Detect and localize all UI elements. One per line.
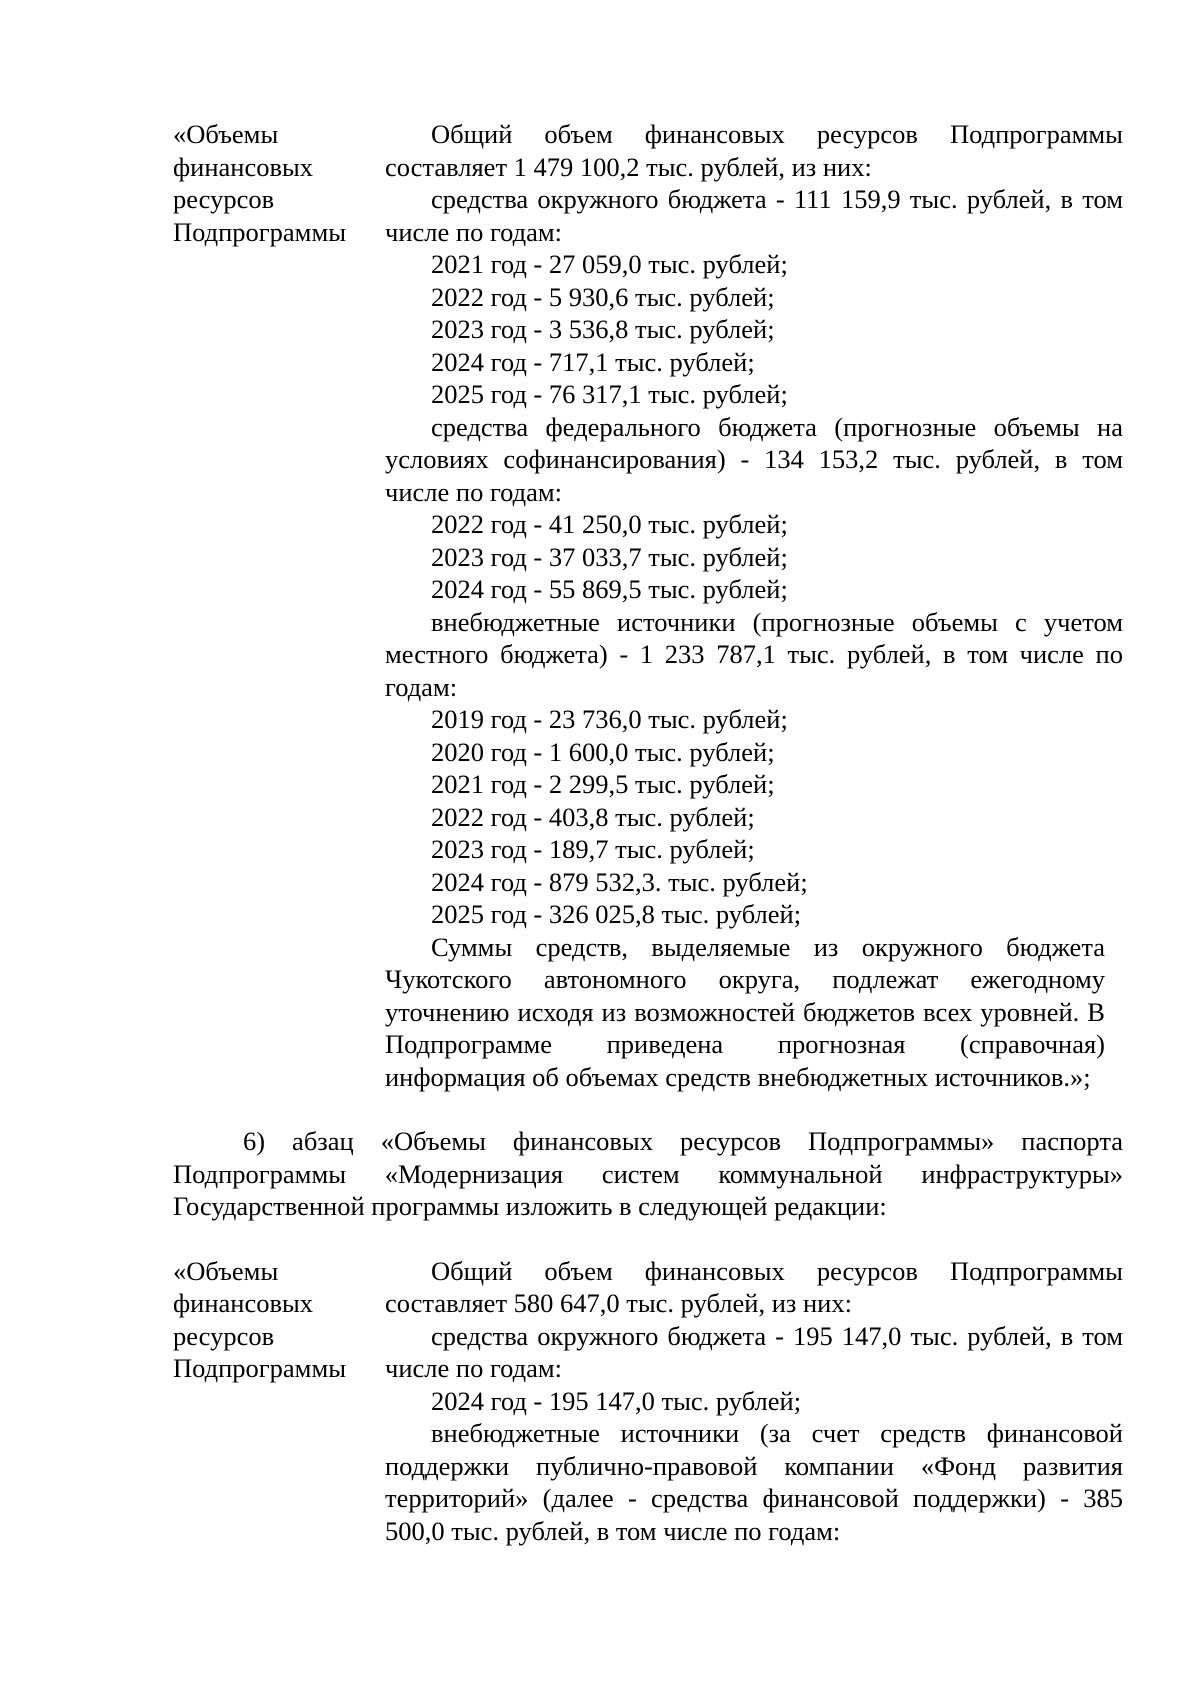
block-1-label: [173, 118, 385, 248]
spacer: [173, 1093, 1123, 1125]
year-line: 2023 год - 37 033,7 тыс. рублей;: [431, 541, 788, 572]
extra-budget-intro: внебюджетные источники (прогнозные объемы с учетом местного бюджета) - 1 233 787,1 тыс. рублей, в том числе по годам:: [385, 606, 1123, 702]
amendment-paragraph-6: 6) абзац «Объемы финансовых ресурсов Подпрограммы» паспорта Подпрограммы «Модернизация систем коммунальной инфраструктуры» Государственной программы изложить в следующей редакции:: [173, 1126, 1123, 1221]
financing-block-2: [173, 1255, 1123, 1548]
block-2-content: [385, 1255, 1123, 1548]
okrug-budget-intro: средства окружного бюджета - 195 147,0 тыс. рублей, в том числе по годам:: [385, 1320, 1123, 1383]
year-line: 2024 год - 195 147,0 тыс. рублей;: [431, 1385, 802, 1416]
total-volume-text: Общий объем финансовых ресурсов Подпрограммы составляет 580 647,0 тыс. рублей, из них:: [385, 1255, 1123, 1318]
year-line: 2022 год - 403,8 тыс. рублей;: [431, 801, 755, 832]
federal-budget-intro: средства федерального бюджета (прогнозные объемы на условиях софинансирования) - 134 153,2 тыс. рублей, в том числе по годам:: [385, 411, 1123, 507]
block-1-content: [385, 118, 1123, 1093]
year-line: 2024 год - 55 869,5 тыс. рублей;: [431, 574, 788, 604]
label-line: финансовых: [173, 151, 314, 182]
year-line: 2021 год - 2 299,5 тыс. рублей;: [431, 769, 775, 799]
label-line: «Объемы: [173, 119, 279, 149]
label-line: Подпрограммы: [173, 216, 347, 247]
document-page: [173, 118, 1123, 1547]
total-volume-text: Общий объем финансовых ресурсов Подпрограммы составляет 1 479 100,2 тыс. рублей, из них:: [385, 119, 1123, 182]
year-line: 2024 год - 717,1 тыс. рублей;: [431, 346, 755, 377]
year-line: 2020 год - 1 600,0 тыс. рублей;: [431, 736, 775, 767]
extra-budget-intro: внебюджетные источники (за счет средств финансовой поддержки публично-правовой компании «Фонд развития территорий» (далее - средства финансовой поддержки) - 385 500,0 тыс. рублей, в том числе по годам:: [385, 1418, 1123, 1546]
year-line: 2025 год - 326 025,8 тыс. рублей;: [431, 899, 802, 929]
financing-block-1: [173, 118, 1123, 1093]
spacer: [173, 1223, 1123, 1255]
year-line: 2019 год - 23 736,0 тыс. рублей;: [431, 704, 788, 734]
note-text: Суммы средств, выделяемые из окружного бюджета Чукотского автономного округа, подлежат ежегодному уточнению исходя из возможностей бюджетов всех уровней. В Подпрограмме приведена прогнозная (справочная) информация об объемах средств внебюджетных источников.»;: [385, 931, 1105, 1092]
year-line: 2022 год - 5 930,6 тыс. рублей;: [431, 281, 775, 312]
year-line: 2023 год - 189,7 тыс. рублей;: [431, 834, 755, 864]
label-line: ресурсов: [173, 1320, 275, 1351]
label-line: Подпрограммы: [173, 1353, 347, 1383]
okrug-budget-intro: средства окружного бюджета - 111 159,9 тыс. рублей, в том числе по годам:: [385, 184, 1123, 247]
label-line: «Объемы: [173, 1255, 279, 1286]
year-line: 2024 год - 879 532,3. тыс. рублей;: [431, 866, 808, 897]
year-line: 2023 год - 3 536,8 тыс. рублей;: [431, 314, 775, 344]
label-line: финансовых: [173, 1288, 314, 1318]
block-2-label: [173, 1255, 385, 1385]
label-line: ресурсов: [173, 184, 275, 214]
year-line: 2022 год - 41 250,0 тыс. рублей;: [431, 509, 788, 539]
year-line: 2025 год - 76 317,1 тыс. рублей;: [431, 379, 788, 409]
year-line: 2021 год - 27 059,0 тыс. рублей;: [431, 249, 788, 279]
